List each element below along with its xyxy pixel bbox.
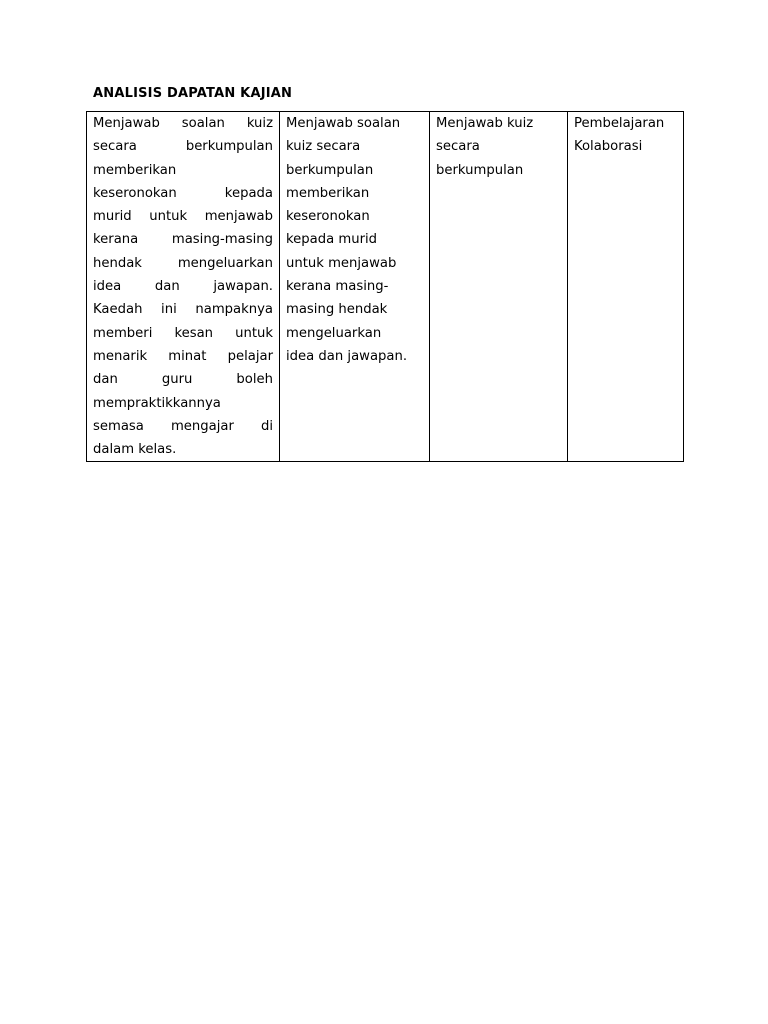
cell-line: kerana masing-masing (93, 232, 273, 248)
cell-line: secara berkumpulan (93, 139, 273, 155)
findings-table (86, 111, 684, 462)
cell-line: idea dan jawapan. (93, 279, 273, 295)
cell-line: kepada murid (286, 232, 378, 248)
cell-line: Menjawab soalan kuiz (93, 116, 273, 131)
cell-line: dan guru boleh (93, 372, 273, 388)
cell-line: berkumpulan (436, 162, 524, 178)
cell-line: idea dan jawapan. (286, 348, 408, 364)
table-cell-summary (280, 112, 430, 462)
cell-line: dalam kelas. (93, 442, 177, 458)
cell-line: Menjawab kuiz (436, 116, 534, 131)
cell-line: kerana masing- (286, 279, 389, 295)
cell-line: kuiz secara (286, 139, 361, 155)
table-cell-theme (568, 112, 684, 462)
cell-line: Menjawab soalan (286, 116, 401, 131)
document-heading: ANALISIS DAPATAN KAJIAN (93, 86, 293, 101)
cell-line: keseronokan kepada (93, 185, 273, 201)
cell-line: semasa mengajar di (93, 418, 273, 434)
cell-line: Kolaborasi (574, 139, 643, 155)
cell-line: mempraktikkannya (93, 395, 221, 411)
cell-line: keseronokan (286, 209, 370, 225)
cell-line: Kaedah ini nampaknya (93, 302, 273, 318)
cell-line: hendak mengeluarkan (93, 255, 273, 271)
cell-line: untuk menjawab (286, 255, 397, 271)
cell-line: memberikan (286, 185, 370, 201)
cell-line: masing hendak (286, 302, 388, 318)
table-cell-description (87, 112, 280, 462)
cell-line: secara (436, 139, 480, 155)
table-cell-activity (430, 112, 568, 462)
cell-line: Pembelajaran (574, 116, 665, 131)
cell-line: murid untuk menjawab (93, 209, 273, 225)
cell-line: memberikan (93, 162, 177, 178)
cell-line: menarik minat pelajar (93, 348, 273, 364)
table-row (87, 112, 684, 462)
cell-line: memberi kesan untuk (93, 325, 273, 341)
cell-line: mengeluarkan (286, 325, 382, 341)
cell-line: berkumpulan (286, 162, 374, 178)
